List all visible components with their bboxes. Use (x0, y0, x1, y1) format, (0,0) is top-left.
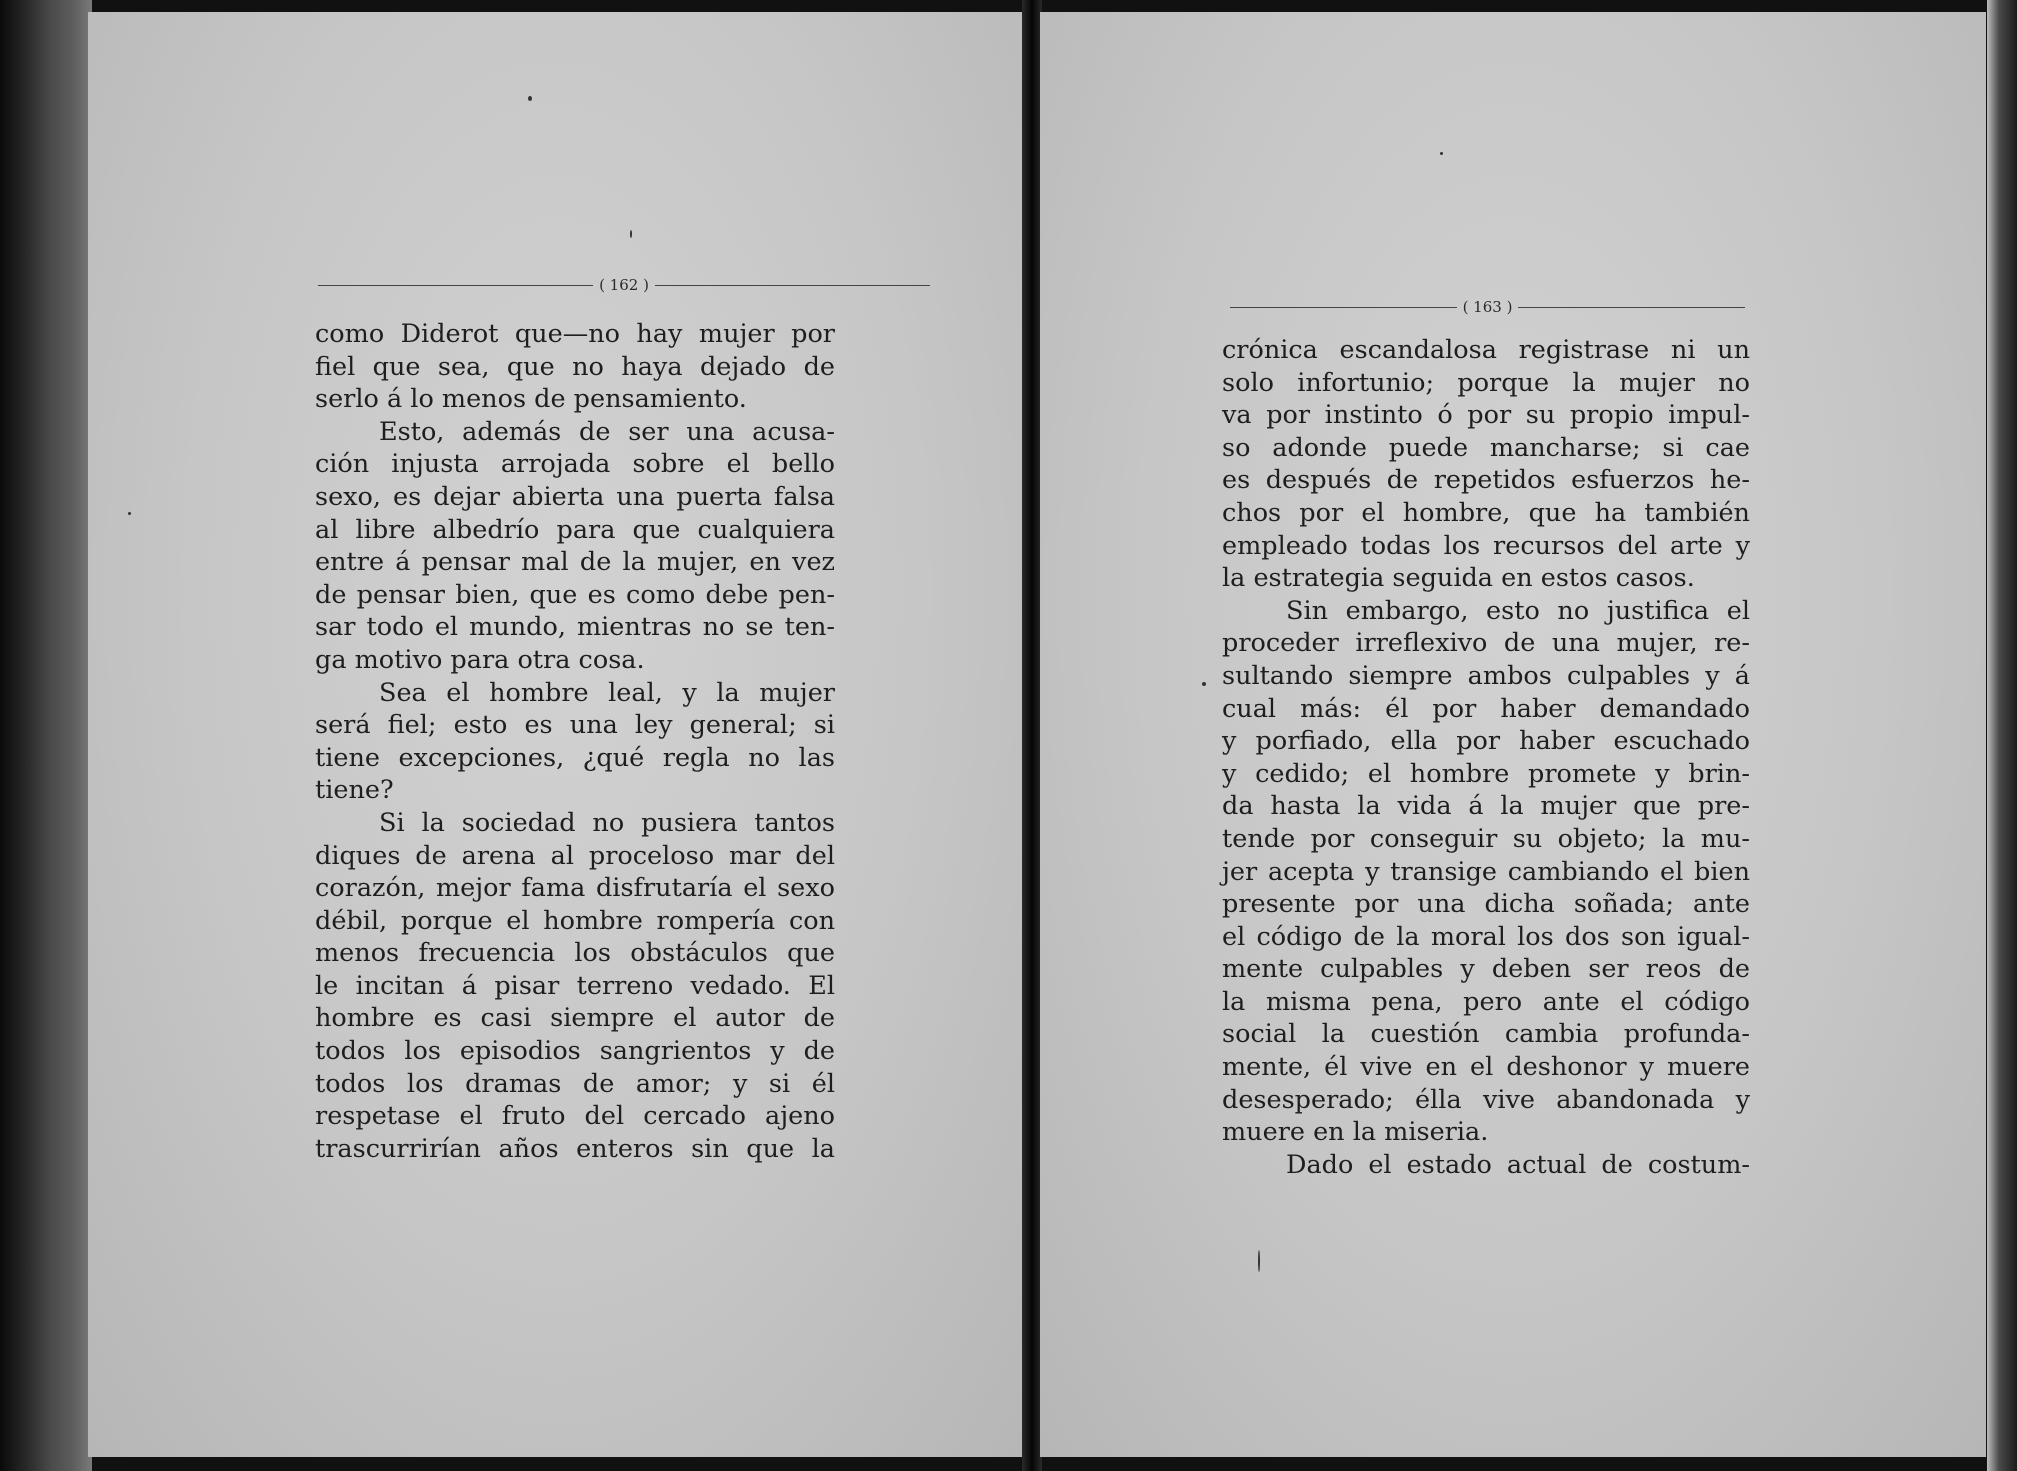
text-line: serlo á lo menos de pensamiento. (315, 384, 747, 415)
text-line: mente, él vive en el deshonor y muere (1222, 1052, 1750, 1083)
header-rule (1518, 307, 1745, 308)
text-line: el código de la moral los dos son igual- (1222, 921, 1750, 952)
right-page-text (1222, 334, 1750, 1181)
text-line: tende por conseguir su objeto; la mu- (1222, 823, 1750, 854)
text-line: es después de repetidos esfuerzos he- (1222, 465, 1750, 496)
text-line: cual más: él por haber demandado (1222, 693, 1750, 724)
right-page (1040, 12, 1986, 1457)
text-line: al libre albedrío para que cualquiera (315, 514, 835, 545)
text-line: empleado todas los recursos del arte y (1222, 530, 1750, 561)
header-rule (1230, 307, 1457, 308)
text-line: Sin embargo, esto no justifica el (1286, 595, 1750, 626)
text-line: todos los dramas de amor; y si él (315, 1068, 835, 1099)
text-line: todos los episodios sangrientos y de (315, 1036, 835, 1067)
text-line: ción injusta arrojada sobre el bello (315, 449, 835, 480)
header-rule (318, 285, 593, 286)
text-line: será fiel; esto es una ley general; si (315, 710, 835, 741)
text-line: de pensar bien, que es como debe pen- (315, 579, 835, 610)
text-line: muere en la miseria. (1222, 1117, 1489, 1148)
text-line: social la cuestión cambia profunda- (1222, 1019, 1750, 1050)
text-line: corazón, mejor fama disfrutaría el sexo (315, 873, 835, 904)
text-line: diques de arena al proceloso mar del (315, 840, 835, 871)
text-line: desesperado; élla vive abandonada y (1222, 1084, 1750, 1115)
text-line: sultando siempre ambos culpables y á (1222, 660, 1750, 691)
text-line: menos frecuencia los obstáculos que (315, 938, 835, 969)
text-line: ga motivo para otra cosa. (315, 644, 645, 675)
text-line: fiel que sea, que no haya dejado de (315, 351, 835, 382)
header-rule (655, 285, 930, 286)
text-line: Si la sociedad no pusiera tantos (379, 807, 835, 838)
right-page-number: ( 163 ) (1462, 298, 1513, 316)
paper-speck (528, 96, 532, 101)
text-line: y cedido; el hombre promete y brin- (1222, 758, 1750, 789)
text-line: tiene? (315, 775, 394, 806)
text-line: chos por el hombre, que ha también (1222, 497, 1750, 528)
right-page-header (1230, 298, 1745, 316)
paper-speck (1440, 152, 1443, 155)
text-line: Sea el hombre leal, y la mujer (379, 677, 835, 708)
book-gutter (1022, 0, 1042, 1471)
text-line: entre á pensar mal de la mujer, en vez (315, 547, 835, 578)
text-line: sexo, es dejar abierta una puerta falsa (315, 481, 835, 512)
text-line: hombre es casi siempre el autor de (315, 1003, 835, 1034)
text-line: va por instinto ó por su propio impul- (1222, 400, 1750, 431)
text-line: y porfiado, ella por haber escuchado (1222, 726, 1750, 757)
text-line: solo infortunio; porque la mujer no (1222, 367, 1750, 398)
text-line: proceder irreflexivo de una mujer, re- (1222, 628, 1750, 659)
text-line: débil, porque el hombre rompería con (315, 905, 835, 936)
left-book-edge (0, 0, 92, 1471)
paper-speck (128, 512, 131, 515)
text-line: trascurrirían años enteros sin que la (315, 1133, 835, 1164)
left-page-header (318, 276, 930, 294)
left-page-number: ( 162 ) (599, 276, 649, 294)
text-line: so adonde puede mancharse; si cae (1222, 432, 1750, 463)
paper-speck (630, 230, 632, 238)
text-line: presente por una dicha soñada; ante (1222, 889, 1750, 920)
text-line: crónica escandalosa registrase ni un (1222, 335, 1750, 365)
text-line: jer acepta y transige cambiando el bien (1222, 856, 1750, 887)
text-line: la estrategia seguida en estos casos. (1222, 563, 1695, 594)
text-line: la misma pena, pero ante el código (1222, 986, 1750, 1017)
left-page-text (315, 318, 835, 1165)
text-line: mente culpables y deben ser reos de (1222, 954, 1750, 985)
text-line: tiene excepciones, ¿qué regla no las (315, 742, 835, 773)
text-line: da hasta la vida á la mujer que pre- (1222, 791, 1750, 822)
text-line: Esto, además de ser una acusa- (379, 416, 835, 447)
right-book-edge (1987, 0, 2017, 1471)
text-line: respetase el fruto del cercado ajeno (315, 1101, 835, 1132)
paper-speck (1202, 682, 1206, 686)
text-line: le incitan á pisar terreno vedado. El (315, 970, 835, 1001)
text-line: Dado el estado actual de costum- (1286, 1149, 1750, 1180)
paper-speck (1258, 1250, 1260, 1272)
text-line: como Diderot que—no hay mujer por (315, 319, 835, 349)
left-page (88, 12, 1024, 1457)
text-line: sar todo el mundo, mientras no se ten- (315, 612, 835, 643)
